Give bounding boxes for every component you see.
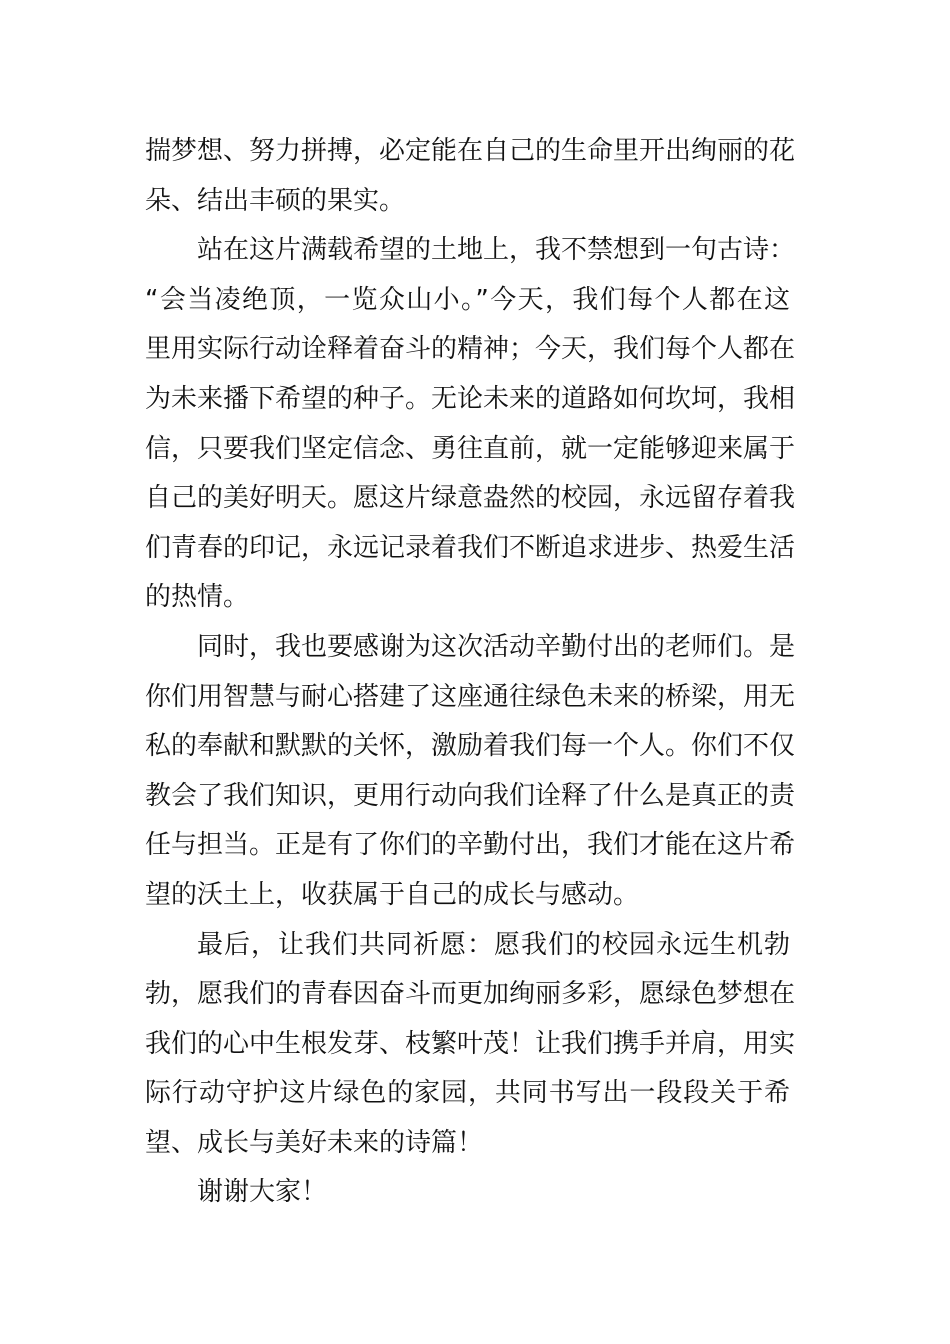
text-line: 勃，愿我们的青春因奋斗而更加绚丽多彩，愿绿色梦想在 <box>145 979 796 1010</box>
text-line: 望、成长与美好未来的诗篇！ <box>145 1127 484 1158</box>
text-line: 自己的美好明天。愿这片绿意盎然的校园，永远留存着我 <box>145 483 796 514</box>
text-line: 你们用智慧与耐心搭建了这座通往绿色未来的桥梁，用无 <box>145 681 796 712</box>
text-line: 信，只要我们坚定信念、勇往直前，就一定能够迎来属于 <box>145 433 796 464</box>
text-line: 私的奉献和默默的关怀，激励着我们每一个人。你们不仅 <box>145 731 796 762</box>
text-line: 际行动守护这片绿色的家园，共同书写出一段段关于希 <box>145 1078 790 1109</box>
text-line: 教会了我们知识，更用行动向我们诠释了什么是真正的责 <box>145 780 796 811</box>
text-line: 揣梦想、努力拼搏，必定能在自己的生命里开出绚丽的花 <box>145 136 796 166</box>
paragraph-start-line: 同时，我也要感谢为这次活动辛勤付出的老师们。是 <box>197 631 796 662</box>
text-line: 我们的心中生根发芽、枝繁叶茂！让我们携手并肩，用实 <box>145 1028 796 1059</box>
text-line: 望的沃土上，收获属于自己的成长与感动。 <box>145 879 640 910</box>
text-line: 朵、结出丰硕的果实。 <box>145 185 406 216</box>
text-line: “会当凌绝顶，一览众山小。”今天，我们每个人都在这 <box>145 284 790 315</box>
text-line: 为未来播下希望的种子。无论未来的道路如何坎坷，我相 <box>145 383 796 414</box>
closing-line: 谢谢大家！ <box>197 1177 328 1208</box>
speech-body <box>145 127 796 1218</box>
text-line: 的热情。 <box>145 582 250 613</box>
text-line: 里用实际行动诠释着奋斗的精神；今天，我们每个人都在 <box>145 334 796 365</box>
text-line: 任与担当。正是有了你们的辛勤付出，我们才能在这片希 <box>145 830 796 861</box>
text-line: 们青春的印记，永远记录着我们不断追求进步、热爱生活 <box>145 532 796 563</box>
paragraph-start-line: 站在这片满载希望的土地上，我不禁想到一句古诗： <box>197 235 796 266</box>
paragraph-start-line: 最后，让我们共同祈愿：愿我们的校园永远生机勃 <box>197 929 790 960</box>
